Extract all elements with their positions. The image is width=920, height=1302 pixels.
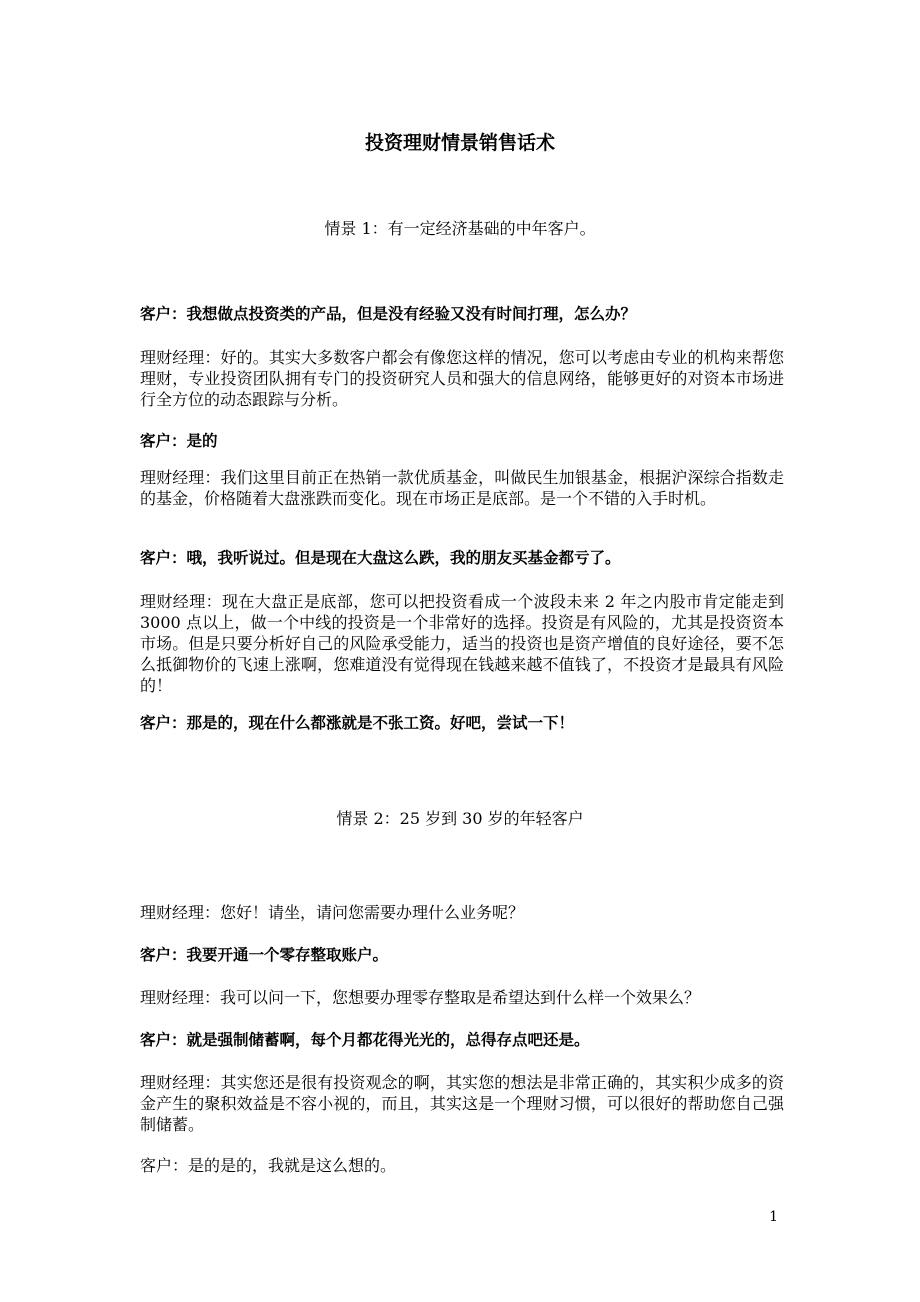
- page-title: 投资理财情景销售话术: [364, 132, 555, 154]
- dialogue-customer-line: 客户：是的是的，我就是这么想的。: [140, 1156, 397, 1175]
- dialogue-customer-line: 客户：就是强制储蓄啊，每个月都花得光光的，总得存点吧还是。: [140, 1031, 590, 1049]
- dialogue-manager-line: 理财经理：好的。其实大多数客户都会有像您这样的情况，您可以考虑由专业的机构来帮您理财，专业投资团队拥有专门的投资研究人员和强大的信息网络，能够更好的对资本市场进行全方位的动态跟踪与分析。: [140, 348, 784, 409]
- page-number: 1: [769, 1209, 778, 1225]
- dialogue-manager-line: 理财经理：您好！请坐，请问您需要办理什么业务呢？: [140, 903, 525, 922]
- scene-2-heading: 情景 2：25 岁到 30 岁的年轻客户: [336, 809, 584, 828]
- dialogue-customer-line: 客户：我要开通一个零存整取账户。: [140, 946, 389, 964]
- dialogue-customer-line: 客户：哦，我听说过。但是现在大盘这么跌，我的朋友买基金都亏了。: [140, 549, 621, 567]
- dialogue-manager-line: 理财经理：现在大盘正是底部，您可以把投资看成一个波段未来 2 年之内股市肯定能走到 3000 点以上，做一个中线的投资是一个非常好的选择。投资是有风险的，尤其是投资资本市场。但是只要分析好自己的风险承受能力，适当的投资也是资产增值的良好途径，要不怎么抵御物价的飞速上涨啊，您难道没有觉得现在钱越来越不值钱了，不投资才是最具有风险的！: [140, 592, 784, 695]
- scene-1-heading: 情景 1：有一定经济基础的中年客户。: [324, 219, 596, 238]
- dialogue-manager-line: 理财经理：我可以问一下，您想要办理零存整取是希望达到什么样一个效果么？: [140, 988, 701, 1007]
- dialogue-customer-line: 客户：那是的，现在什么都涨就是不张工资。好吧，尝试一下！: [140, 714, 575, 732]
- dialogue-manager-line: 理财经理：其实您还是很有投资观念的啊，其实您的想法是非常正确的，其实积少成多的资金产生的聚积效益是不容小视的，而且，其实这是一个理财习惯，可以很好的帮助您自己强制储蓄。: [140, 1073, 784, 1134]
- dialogue-customer-line: 客户：是的: [140, 432, 218, 450]
- dialogue-manager-line: 理财经理：我们这里目前正在热销一款优质基金，叫做民生加银基金，根据沪深综合指数走的基金，价格随着大盘涨跌而变化。现在市场正是底部。是一个不错的入手时机。: [140, 468, 784, 508]
- dialogue-customer-line: 客户：我想做点投资类的产品，但是没有经验又没有时间打理，怎么办？: [140, 305, 637, 323]
